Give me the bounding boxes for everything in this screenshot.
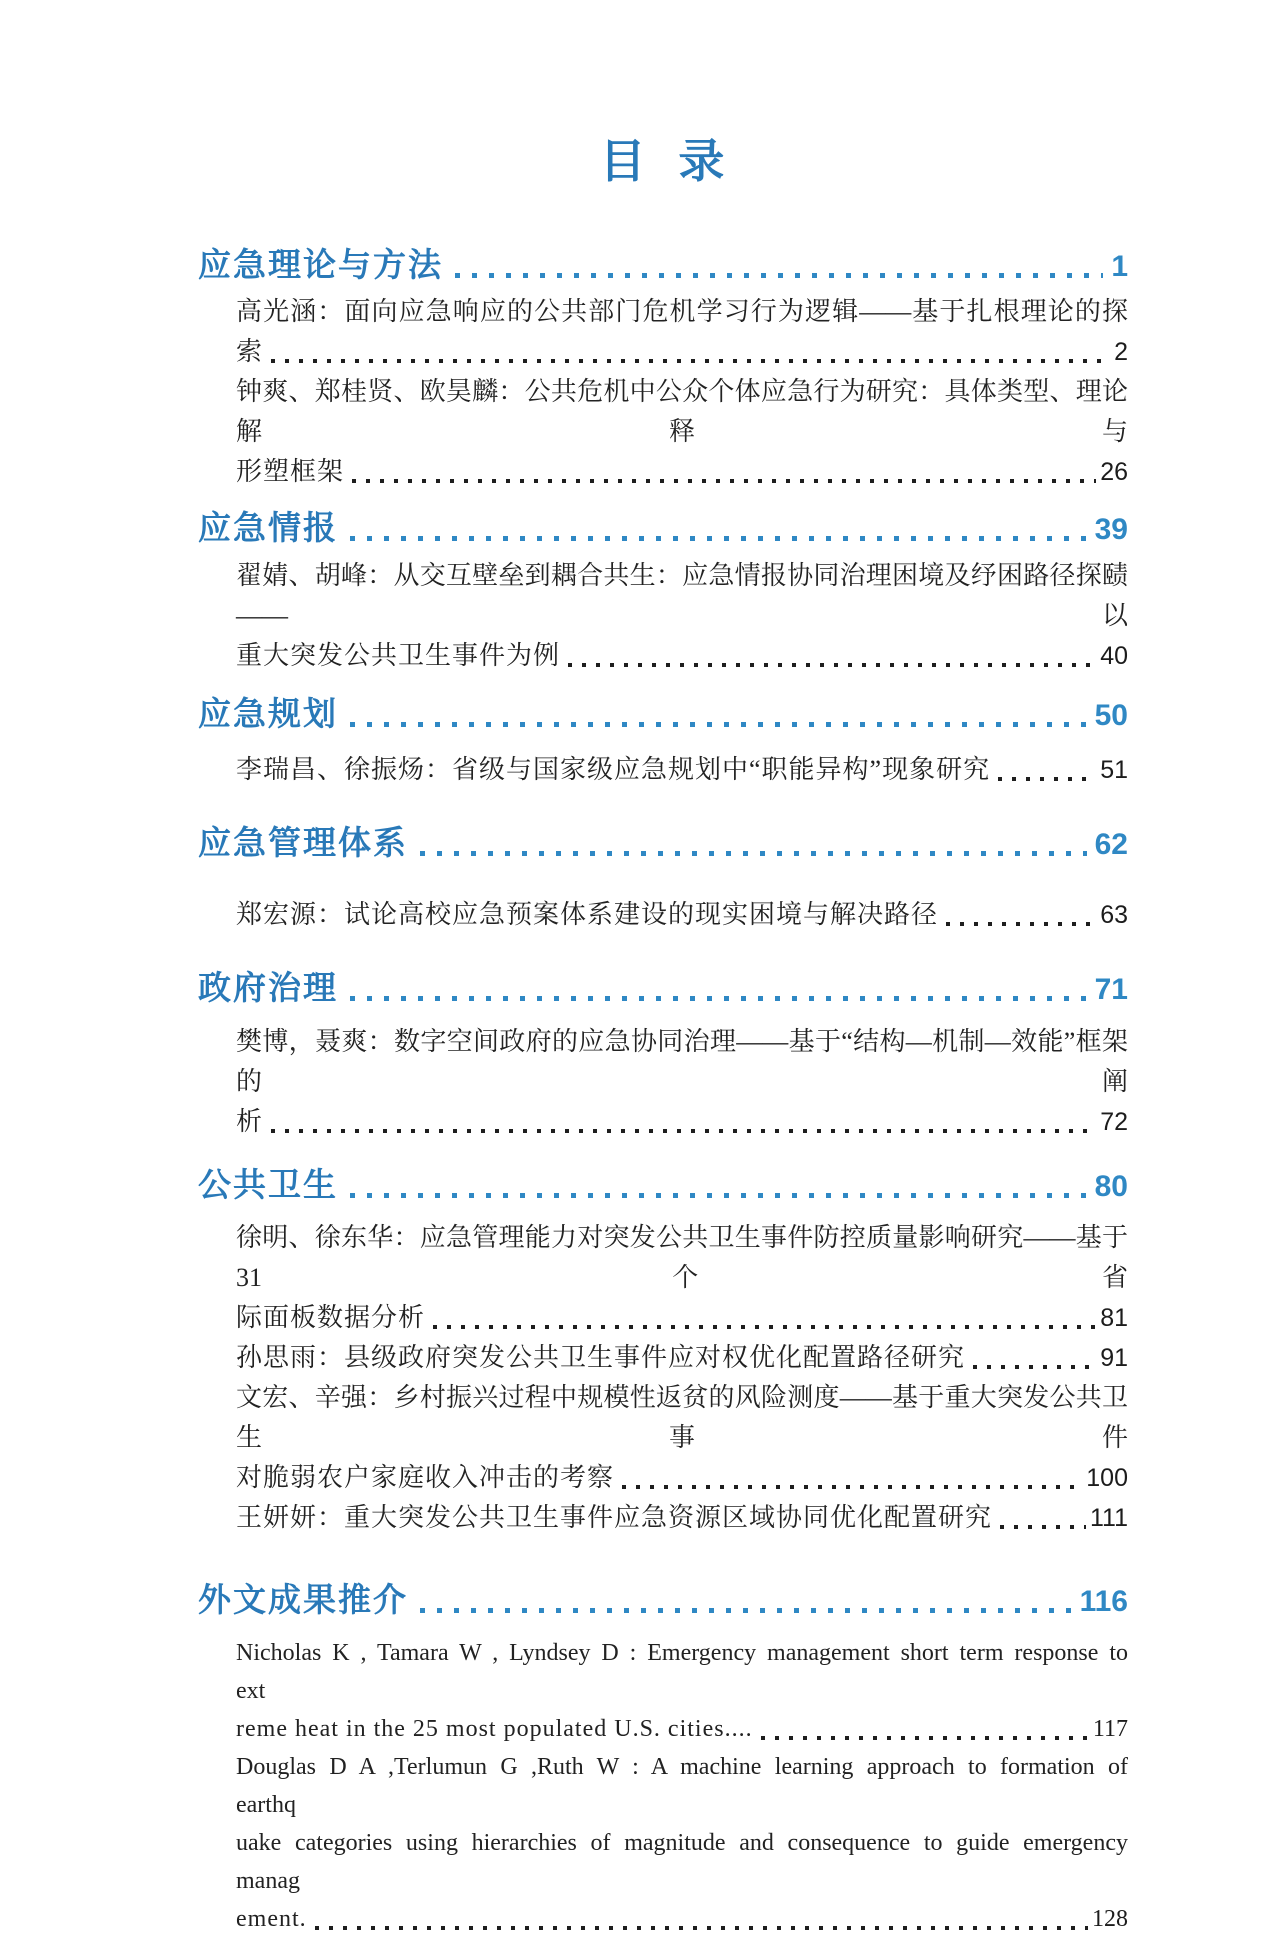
toc-entry (236, 1634, 1128, 1748)
section-header (198, 505, 1128, 551)
entry-last-line (236, 636, 1128, 676)
entry-last-line (236, 895, 1128, 935)
toc-entry (236, 292, 1128, 372)
entry-text: 王妍妍：重大突发公共卫生事件应急资源区域协同优化配置研究 (236, 1503, 993, 1532)
entry-last-line (236, 1338, 1128, 1378)
dot-leader (350, 536, 1087, 541)
entry-text: reme heat in the 25 most populated U.S. cities.... (236, 1716, 753, 1742)
section-page-number: 80 (1094, 1170, 1128, 1203)
entry-page-number: 2 (1114, 338, 1128, 366)
section-entries (236, 1022, 1128, 1142)
entry-line: 翟婧、胡峰：从交互壁垒到耦合共生：应急情报协同治理困境及纾困路径探赜——以 (236, 561, 1128, 630)
dot-leader (420, 851, 1087, 856)
dot-leader (420, 1608, 1072, 1613)
toc-entry (236, 372, 1128, 492)
entry-text: 际面板数据分析 (236, 1303, 426, 1332)
entry-line: 文宏、辛强：乡村振兴过程中规模性返贫的风险测度——基于重大突发公共卫生事件 (236, 1383, 1128, 1452)
entry-line: uake categories using hierarchies of magnitude and consequence to guide emergency manag (236, 1830, 1128, 1894)
section-title: 外文成果推介 (198, 1581, 408, 1618)
entry-page-number: 117 (1092, 1716, 1128, 1742)
entry-line: Nicholas K , Tamara W , Lyndsey D : Emergency management short term response to ext (236, 1640, 1128, 1704)
section-header (198, 242, 1128, 288)
toc-entry (236, 750, 1128, 790)
toc-entry (236, 1378, 1128, 1498)
entry-line: 徐明、徐东华：应急管理能力对突发公共卫生事件防控质量影响研究——基于31 个省 (236, 1223, 1128, 1292)
entry-text: 对脆弱农户家庭收入冲击的考察 (236, 1463, 615, 1492)
entry-page-number: 40 (1100, 642, 1128, 670)
dot-leader (271, 1129, 1096, 1133)
entry-last-line (236, 1458, 1128, 1498)
entry-text: 索 (236, 337, 264, 366)
entry-text: ement. (236, 1906, 307, 1932)
entry-line: Douglas D A ,Terlumun G ,Ruth W : A machine learning approach to formation of earthq (236, 1754, 1128, 1818)
section-page-number: 62 (1094, 828, 1128, 861)
entry-last-line (236, 1102, 1128, 1142)
entry-last-line (236, 1298, 1128, 1338)
entry-text: 孙思雨：县级政府突发公共卫生事件应对权优化配置路径研究 (236, 1343, 966, 1372)
dot-leader (568, 663, 1096, 667)
entry-last-line (236, 1498, 1128, 1538)
dot-leader (433, 1325, 1096, 1329)
dot-leader (350, 996, 1087, 1001)
section-page-number: 1 (1111, 250, 1128, 283)
dot-leader (998, 777, 1096, 781)
section-entries (236, 292, 1128, 492)
entry-last-line (236, 750, 1128, 790)
entry-line: 钟爽、郑桂贤、欧昊麟：公共危机中公众个体应急行为研究：具体类型、理论解释与 (236, 377, 1128, 446)
entry-page-number: 26 (1100, 458, 1128, 486)
toc-entry (236, 1218, 1128, 1338)
entry-line: 樊博，聂爽：数字空间政府的应急协同治理——基于“结构—机制—效能”框架的阐 (236, 1027, 1128, 1096)
section-page-number: 39 (1094, 513, 1128, 546)
section-page-number: 71 (1094, 973, 1128, 1006)
toc-entry (236, 556, 1128, 676)
entry-page-number: 111 (1089, 1504, 1128, 1532)
entry-text: 形塑框架 (236, 457, 345, 486)
section-title: 政府治理 (198, 969, 338, 1006)
entry-page-number: 81 (1100, 1304, 1128, 1332)
dot-leader (352, 479, 1096, 483)
entry-line: 高光涵：面向应急响应的公共部门危机学习行为逻辑——基于扎根理论的探 (236, 297, 1128, 326)
toc-entry (236, 1498, 1128, 1538)
dot-leader (1000, 1525, 1086, 1529)
dot-leader (315, 1926, 1088, 1930)
entry-text: 重大突发公共卫生事件为例 (236, 641, 561, 670)
section-title: 应急理论与方法 (198, 246, 443, 283)
dot-leader (271, 359, 1110, 363)
entry-text: 析 (236, 1107, 264, 1136)
entry-page-number: 72 (1100, 1108, 1128, 1136)
entry-page-number: 91 (1100, 1344, 1128, 1372)
dot-leader (350, 1193, 1087, 1198)
section-entries (236, 750, 1128, 790)
section-header (198, 1577, 1128, 1623)
dot-leader (973, 1365, 1096, 1369)
page-title: 目 录 (599, 135, 727, 187)
toc-content (198, 0, 1128, 1938)
entry-last-line (236, 452, 1128, 492)
section-header (198, 965, 1128, 1011)
section-entries (236, 556, 1128, 676)
toc-entry (236, 1338, 1128, 1378)
toc-entry (236, 1748, 1128, 1938)
section-header (198, 820, 1128, 866)
entry-text: 李瑞昌、徐振炀：省级与国家级应急规划中“职能异构”现象研究 (236, 755, 991, 784)
dot-leader (946, 922, 1096, 926)
dot-leader (455, 273, 1103, 278)
entry-page-number: 128 (1092, 1906, 1128, 1932)
section-title: 公共卫生 (198, 1166, 338, 1203)
toc-entry (236, 1022, 1128, 1142)
section-entries (236, 1218, 1128, 1538)
toc-entry (236, 895, 1128, 935)
entry-last-line (236, 1900, 1128, 1938)
section-title: 应急情报 (198, 509, 338, 546)
section-title: 应急规划 (198, 695, 338, 732)
entry-last-line (236, 1710, 1128, 1748)
dot-leader (761, 1736, 1089, 1740)
section-page-number: 116 (1079, 1585, 1128, 1618)
entry-last-line (236, 332, 1128, 372)
section-header (198, 1162, 1128, 1208)
entry-page-number: 63 (1100, 901, 1128, 929)
section-entries (236, 1634, 1128, 1938)
section-entries (236, 895, 1128, 935)
dot-leader (622, 1485, 1082, 1489)
entry-page-number: 51 (1100, 756, 1128, 784)
section-title: 应急管理体系 (198, 824, 408, 861)
section-page-number: 50 (1094, 699, 1128, 732)
dot-leader (350, 722, 1087, 727)
entry-text: 郑宏源：试论高校应急预案体系建设的现实困境与解决路径 (236, 900, 939, 929)
entry-page-number: 100 (1086, 1464, 1128, 1492)
section-header (198, 691, 1128, 737)
